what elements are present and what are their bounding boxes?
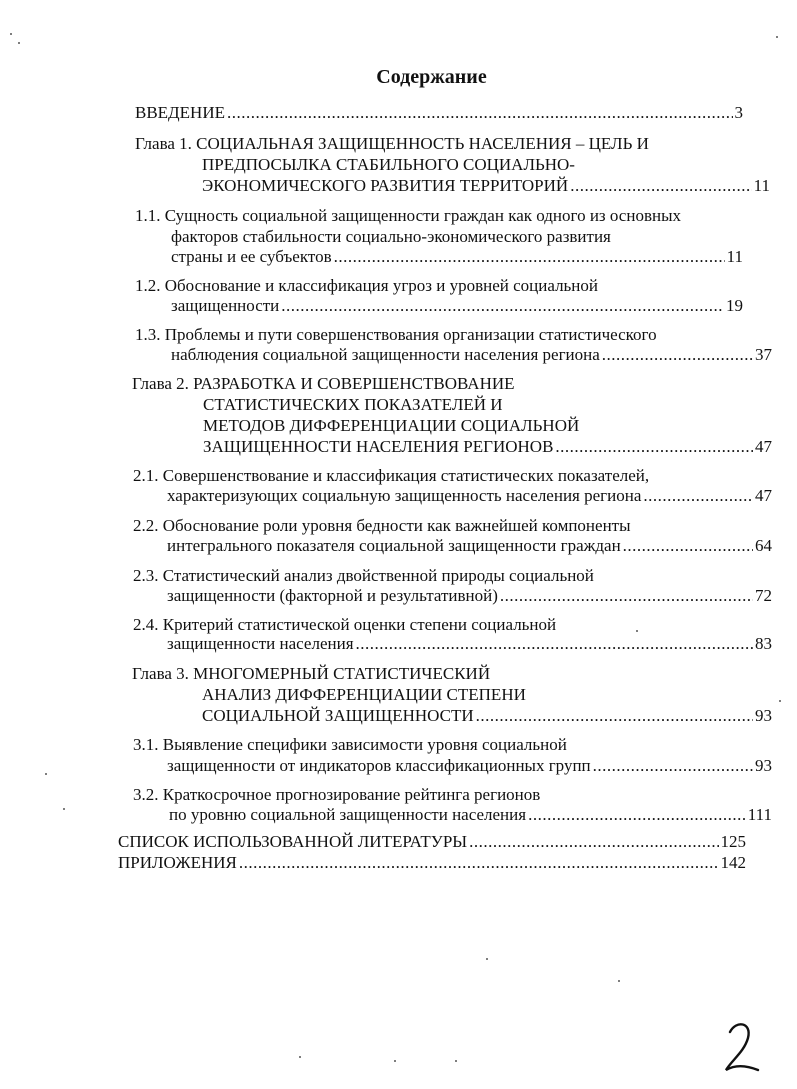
toc-section-1-1-line-2[interactable]: факторов стабильности социально-экономического развития [171,227,611,246]
scan-speck [776,36,778,38]
toc-references[interactable]: СПИСОК ИСПОЛЬЗОВАННОЙ ЛИТЕРАТУРЫ ..... 125 [118,832,746,852]
toc-section-3-1[interactable]: защищенности от индикаторов классификационных групп ..... 93 [167,756,772,776]
toc-section-2-4[interactable]: защищенности населения ..... 83 [167,634,772,654]
toc-section-1-2-line-1[interactable]: 1.2. Обоснование и классификация угроз и уровней социальной [135,276,599,295]
toc-chapter-1-line-2[interactable]: ПРЕДПОСЫЛКА СТАБИЛЬНОГО СОЦИАЛЬНО- [202,155,575,174]
page-number: 3 [734,103,743,122]
leader-dots [469,832,718,852]
page-number: 111 [747,805,772,824]
toc-section-1-1[interactable]: страны и ее субъектов ..... 11 [171,247,743,267]
page-number: 93 [755,756,772,775]
leader-dots [528,805,746,825]
leader-dots [356,634,753,654]
toc-chapter-2[interactable]: ЗАЩИЩЕННОСТИ НАСЕЛЕНИЯ РЕГИОНОВ ..... 47 [203,437,772,457]
page-number: 93 [755,706,772,725]
handwritten-page-number [722,1018,762,1078]
page-number: 64 [755,536,772,555]
page-number: 37 [755,345,772,364]
page-number: 19 [726,296,743,315]
leader-dots [570,176,751,196]
toc-section-3-2-line-1[interactable]: 3.2. Краткосрочное прогнозирование рейтинга регионов [133,785,541,804]
toc-section-1-3-line-1[interactable]: 1.3. Проблемы и пути совершенствования организации статистического [135,325,657,344]
toc-section-1-3[interactable]: наблюдения социальной защищенности населения региона ..... 37 [171,345,772,365]
scan-speck [394,1060,396,1062]
scan-speck [45,773,47,775]
leader-dots [593,756,753,776]
toc-chapter-1[interactable]: ЭКОНОМИЧЕСКОГО РАЗВИТИЯ ТЕРРИТОРИЙ ..... 11 [202,176,770,196]
toc-chapter-1-line-1[interactable]: Глава 1. СОЦИАЛЬНАЯ ЗАЩИЩЕННОСТЬ НАСЕЛЕНИЯ – ЦЕЛЬ И [135,134,649,153]
scan-speck [779,700,781,702]
toc-section-1-1-line-1[interactable]: 1.1. Сущность социальной защищенности граждан как одного из основных [135,206,681,225]
scan-speck [636,630,638,632]
leader-dots [602,345,753,365]
leader-dots [623,536,753,556]
scan-speck [299,1056,301,1058]
toc-section-2-3[interactable]: защищенности (факторной и результативной) ..... 72 [167,586,772,606]
toc-section-2-1-line-1[interactable]: 2.1. Совершенствование и классификация статистических показателей, [133,466,650,485]
page-number: 47 [755,437,772,456]
scan-speck [10,33,12,35]
toc-section-2-4-line-1[interactable]: 2.4. Критерий статистической оценки степени социальной [133,615,557,634]
toc-entry-introduction[interactable]: ВВЕДЕНИЕ ..... 3 [135,103,743,123]
toc-section-3-2[interactable]: по уровню социальной защищенности населения ..... 111 [169,805,772,825]
leader-dots [476,706,753,726]
toc-section-2-2-line-1[interactable]: 2.2. Обоснование роли уровня бедности как важнейшей компоненты [133,516,631,535]
page-title: Содержание [376,66,487,88]
page-number: 11 [753,176,770,195]
toc-section-2-1[interactable]: характеризующих социальную защищенность населения региона ..... 47 [167,486,772,506]
scan-speck [618,980,620,982]
page-number: 72 [755,586,772,605]
scan-speck [455,1060,457,1062]
toc-chapter-3-line-2[interactable]: АНАЛИЗ ДИФФЕРЕНЦИАЦИИ СТЕПЕНИ [202,685,526,704]
toc-section-2-2[interactable]: интегрального показателя социальной защищенности граждан ..... 64 [167,536,772,556]
leader-dots [643,486,753,506]
leader-dots [555,437,753,457]
leader-dots [500,586,753,606]
leader-dots [239,853,719,873]
toc-chapter-2-line-3[interactable]: МЕТОДОВ ДИФФЕРЕНЦИАЦИИ СОЦИАЛЬНОЙ [203,416,580,435]
page-number: 11 [726,247,743,266]
leader-dots [281,296,724,316]
toc-chapter-3[interactable]: СОЦИАЛЬНОЙ ЗАЩИЩЕННОСТИ ..... 93 [202,706,772,726]
toc-section-2-3-line-1[interactable]: 2.3. Статистический анализ двойственной природы социальной [133,566,594,585]
toc-appendices[interactable]: ПРИЛОЖЕНИЯ ..... 142 [118,853,746,873]
toc-chapter-3-line-1[interactable]: Глава 3. МНОГОМЕРНЫЙ СТАТИСТИЧЕСКИЙ [132,664,491,683]
page-number: 83 [755,634,772,653]
toc-chapter-2-line-1[interactable]: Глава 2. РАЗРАБОТКА И СОВЕРШЕНСТВОВАНИЕ [132,374,515,393]
leader-dots [334,247,725,267]
page-number: 47 [755,486,772,505]
toc-chapter-2-line-2[interactable]: СТАТИСТИЧЕСКИХ ПОКАЗАТЕЛЕЙ И [203,395,503,414]
leader-dots [227,103,733,123]
scan-speck [486,958,488,960]
page-number: 142 [720,853,746,872]
toc-section-3-1-line-1[interactable]: 3.1. Выявление специфики зависимости уровня социальной [133,735,567,754]
toc-section-1-2[interactable]: защищенности ..... 19 [171,296,743,316]
page-number: 125 [720,832,746,851]
scan-speck [18,42,20,44]
scan-speck [63,808,65,810]
